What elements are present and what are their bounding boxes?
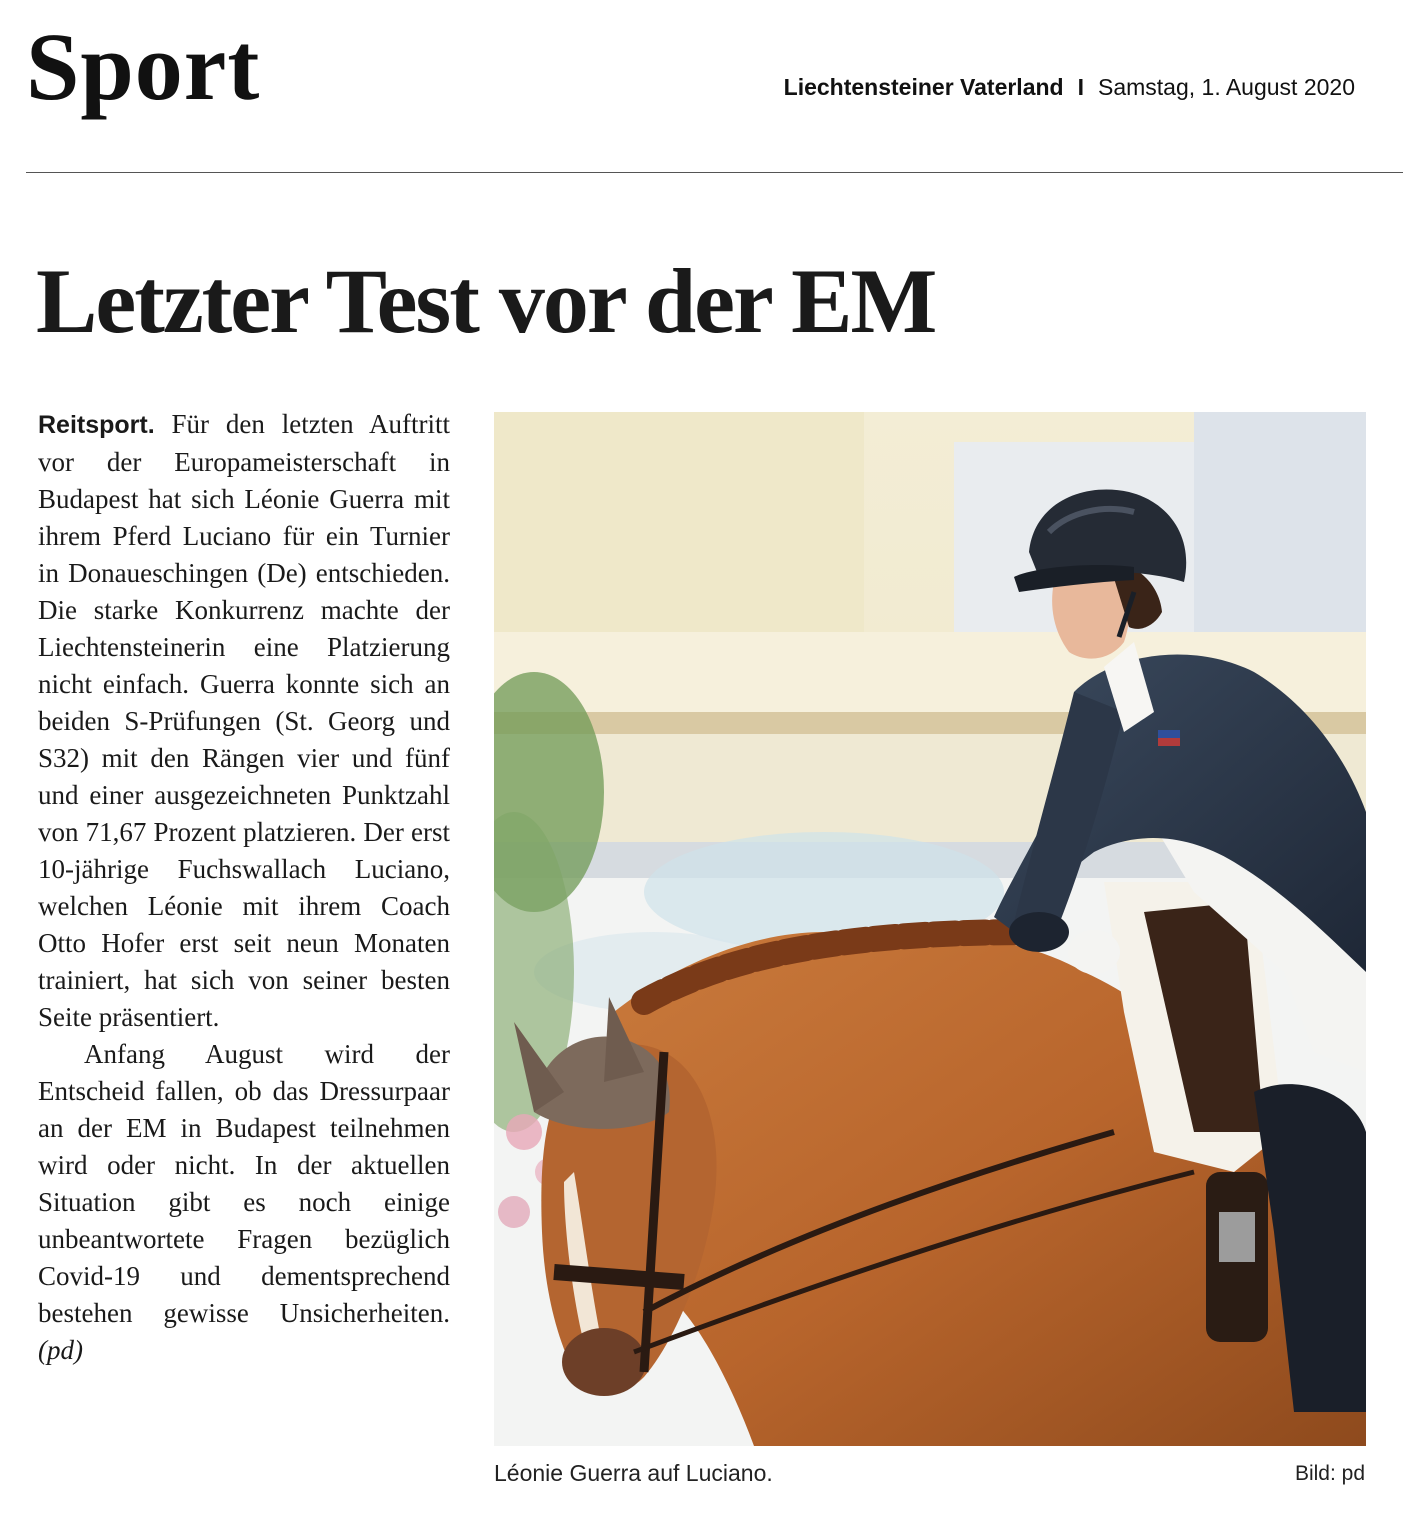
issue-date: Samstag, 1. August 2020 [1097,74,1355,100]
paragraph-text: Anfang August wird der Entscheid fallen, ob das Dressurpaar an der EM in Budapest teilnehmen wird oder nicht. In der aktuellen Situation gibt es noch einige unbeantwortete Fragen bezüglich Covid-19 und dementsprechend bestehen gewisse Unsicherheiten. [38,1039,450,1328]
masthead-separator: I [1077,74,1084,100]
article-kicker: Reitsport. [38,411,155,439]
header-divider [26,172,1403,173]
paragraph-text: Für den letzten Auftritt vor der Europameisterschaft in Budapest hat sich Léonie Guerra mit ihrem Pferd Luciano für ein Turnier in Donaueschingen (De) entschieden. Die starke Konkurrenz machte der Liechtensteinerin eine Platzierung nicht einfach. Guerra konnte sich an beiden S-Prüfungen (St. Georg und S32) mit den Rängen vier und fünf und einer ausgezeichneten Punktzahl von 71,67 Prozent platzieren. Der erst 10-jährige Fuchswallach Luciano, welchen Léonie mit ihrem Coach Otto Hofer erst seit neun Monaten trainiert, hat sich von seiner besten Seite präsentiert. [38,409,450,1032]
section-title: Sport [26,13,261,120]
article-author: (pd) [38,1335,83,1365]
newspaper-name: Liechtensteiner Vaterland [783,74,1064,100]
article-photo [494,412,1366,1446]
article-paragraph [38,1036,450,1369]
photo-caption: Léonie Guerra auf Luciano. [494,1460,773,1486]
dressage-rider-photo [494,412,1366,1446]
article-paragraph [38,406,450,1036]
photo-credit: Bild: pd [1294,1462,1365,1485]
article-body [38,406,450,1369]
masthead [784,74,1355,101]
article-headline: Letzter Test vor der EM [36,250,936,352]
